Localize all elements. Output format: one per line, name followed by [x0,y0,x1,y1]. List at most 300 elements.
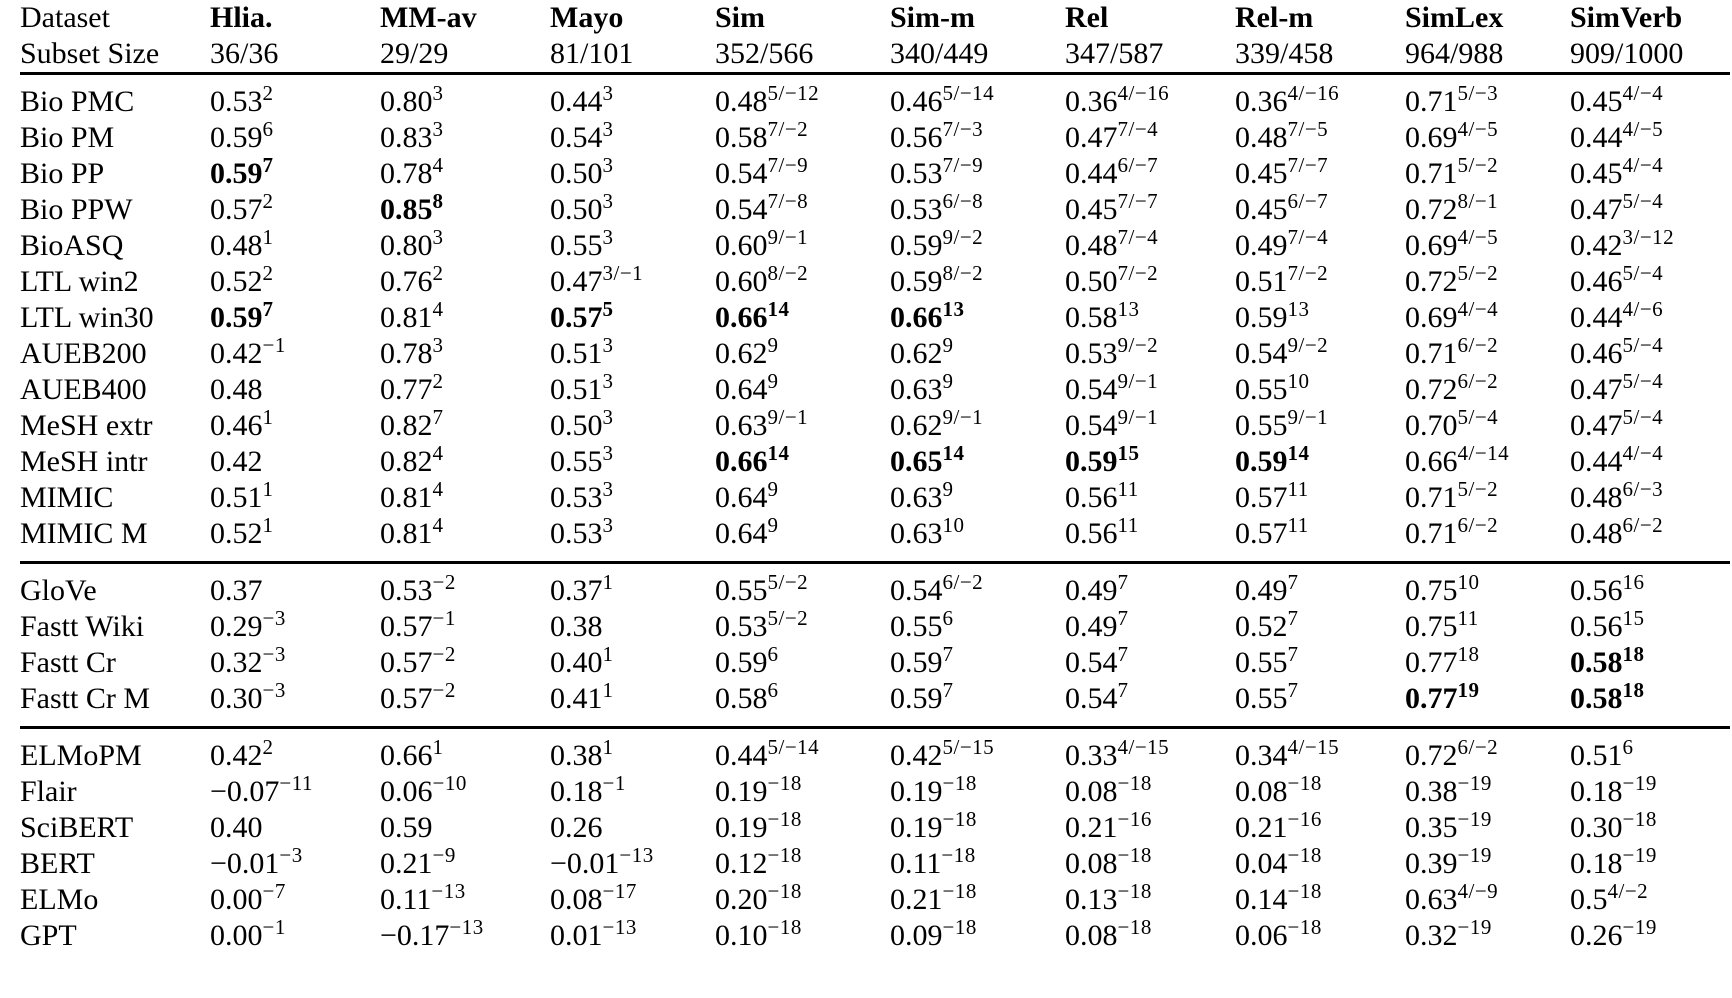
score-cell [210,606,380,645]
score-value: 0.51 [550,373,603,406]
score-value: 0.63 [890,517,943,550]
score-superscript: 7/−8 [767,189,809,213]
score-cell [890,807,1065,846]
results-table [20,0,1730,954]
score-superscript: 13 [1117,297,1140,321]
score-cell [1235,728,1405,775]
score-cell [380,678,550,728]
score-cell [1065,117,1235,156]
score-superscript: 11 [1287,513,1309,537]
table-body [20,74,1730,955]
score-cell [1065,225,1235,264]
score-superscript: −3 [262,606,286,630]
score-cell [715,771,890,810]
score-value: 0.44 [1065,157,1118,190]
score-value: 0.40 [550,646,603,679]
score-value: 0.55 [550,229,603,262]
score-superscript: 16 [1622,570,1645,594]
score-value: 0.59 [890,265,943,298]
score-value: 0.55 [715,574,768,607]
score-cell [380,642,550,681]
score-value: 0.42 [890,739,943,772]
score-superscript: 5/−2 [1457,477,1499,501]
score-cell [1065,642,1235,681]
score-cell [1570,333,1730,372]
score-value: 0.56 [1570,610,1623,643]
score-superscript: 8/−2 [942,261,984,285]
score-cell [1235,297,1405,336]
score-cell [890,879,1065,918]
score-cell [1570,843,1730,882]
score-value: 0.36 [1065,85,1118,118]
score-value: 0.69 [1405,121,1458,154]
score-value: 0.56 [890,121,943,154]
score-value: 0.48 [1065,229,1118,262]
score-cell [715,563,890,610]
score-cell [210,261,380,300]
score-cell [1405,333,1570,372]
row-label: Fastt Wiki [20,610,145,643]
score-superscript: 6 [1622,735,1634,759]
score-value: 0.64 [715,481,768,514]
score-superscript: 13 [942,297,965,321]
score-cell [1235,441,1405,480]
score-value: 0.78 [380,337,433,370]
score-cell [1235,333,1405,372]
score-value: 0.50 [550,193,603,226]
score-cell [550,441,715,480]
score-superscript: 9/−1 [767,405,809,429]
score-cell [715,477,890,516]
score-value: 0.51 [550,337,603,370]
score-cell [1235,563,1405,610]
row-label: BioASQ [20,229,124,262]
score-value: 0.30 [1570,811,1623,844]
score-superscript: −11 [279,771,313,795]
score-value: 0.04 [1235,847,1288,880]
score-value: 0.59 [210,301,263,334]
score-value: 0.59 [1235,445,1288,478]
score-cell [380,153,550,192]
score-value: 0.63 [715,409,768,442]
column-name: Sim-m [890,1,975,34]
score-value: 0.75 [1405,574,1458,607]
score-cell [890,915,1065,954]
score-value: 0.77 [380,373,433,406]
score-value: 0.51 [1235,265,1288,298]
score-cell [1065,405,1235,444]
score-cell [1570,915,1730,954]
column-name: Hlia. [210,1,273,34]
score-cell [380,477,550,516]
score-value: 0.45 [1235,193,1288,226]
score-cell [1235,807,1405,846]
score-value: 0.13 [1065,883,1118,916]
score-superscript: 19 [1457,678,1480,702]
score-cell [380,879,550,918]
score-cell [210,513,380,563]
score-superscript: 10 [942,513,965,537]
row-label: ELMoPM [20,739,142,772]
score-value: 0.18 [1570,847,1623,880]
score-superscript: 7 [1117,570,1129,594]
score-superscript: 7/−2 [1117,261,1159,285]
score-value: 0.20 [715,883,768,916]
score-superscript: −9 [432,843,456,867]
score-superscript: 6/−7 [1117,153,1159,177]
score-superscript: 3 [602,369,614,393]
score-value: 0.63 [890,373,943,406]
score-cell [1235,642,1405,681]
score-value: 0.58 [1570,682,1623,715]
score-cell [210,405,380,444]
score-superscript: −19 [1457,915,1492,939]
score-value: 0.54 [550,121,603,154]
score-value: 0.65 [890,445,943,478]
score-value: 0.64 [715,373,768,406]
score-value: 0.08 [1065,919,1118,952]
score-value: 0.57 [550,301,603,334]
score-cell [550,513,715,563]
score-value: 0.54 [715,157,768,190]
score-cell [210,771,380,810]
score-cell [210,915,380,954]
score-cell [715,189,890,228]
score-cell [1570,261,1730,300]
row-label: Bio PM [20,121,115,154]
column-name: Sim [715,1,766,34]
score-cell [715,261,890,300]
score-superscript: 4/−6 [1622,297,1664,321]
score-value: 0.72 [1405,373,1458,406]
row-label: AUEB400 [20,373,147,406]
score-superscript: 3 [432,117,444,141]
score-superscript: 4/−5 [1457,117,1499,141]
score-cell [210,444,380,480]
table-row [20,444,1730,480]
score-cell [1235,843,1405,882]
score-cell [890,369,1065,408]
score-value: 0.54 [1065,646,1118,679]
score-value: 0.59 [890,229,943,262]
score-value: 0.83 [380,121,433,154]
score-superscript: −13 [431,879,466,903]
score-superscript: −17 [602,879,637,903]
score-value: −0.01 [550,847,620,880]
score-value: 0.47 [1570,373,1623,406]
score-cell [210,642,380,681]
score-cell [1065,843,1235,882]
score-superscript: 6/−2 [1457,735,1499,759]
score-cell [210,372,380,408]
row-label: BERT [20,847,95,880]
score-cell [1405,563,1570,610]
score-value: 0.49 [1065,574,1118,607]
score-value: 0.48 [1235,121,1288,154]
row-label: GloVe [20,574,97,607]
score-cell [380,225,550,264]
score-cell [1405,225,1570,264]
score-value: 0.47 [1570,193,1623,226]
score-superscript: 9 [767,513,779,537]
score-cell [890,513,1065,563]
score-superscript: 3/−12 [1622,225,1675,249]
row-label: MeSH intr [20,445,148,478]
score-superscript: 7 [262,153,274,177]
score-cell [1065,728,1235,775]
subset-size-label: Subset Size [20,37,160,70]
score-value: 0.81 [380,517,433,550]
column-subset-size: 909/1000 [1570,37,1684,70]
score-superscript: −18 [1117,915,1152,939]
corner-header-cell [20,0,210,74]
score-superscript: 2 [262,189,274,213]
score-superscript: 9/−1 [1117,405,1159,429]
score-cell [1405,297,1570,336]
score-cell [890,843,1065,882]
score-cell [1570,771,1730,810]
score-cell [550,915,715,954]
column-name: Mayo [550,1,624,34]
table-row [20,563,1730,610]
score-superscript: 4/−15 [1117,735,1170,759]
score-value: 0.63 [890,481,943,514]
table-row [20,846,1730,882]
row-label: LTL win2 [20,265,139,298]
score-superscript: 3/−1 [602,261,644,285]
score-cell [1065,441,1235,480]
score-cell [1065,563,1235,610]
score-value: 0.57 [380,682,433,715]
score-superscript: 7 [1287,570,1299,594]
table-row [20,74,1730,121]
score-cell [1570,728,1730,775]
score-cell [1235,405,1405,444]
score-cell [380,405,550,444]
score-superscript: 6/−2 [1457,513,1499,537]
score-superscript: 1 [432,735,444,759]
score-superscript: 1 [602,735,614,759]
score-cell [890,297,1065,336]
score-value: 0.54 [1235,337,1288,370]
score-superscript: 5/−3 [1457,81,1499,105]
score-superscript: 4/−4 [1457,297,1499,321]
score-cell [380,606,550,645]
score-cell [380,441,550,480]
score-value: 0.53 [890,157,943,190]
score-cell [890,74,1065,121]
score-cell [1235,261,1405,300]
score-cell [715,915,890,954]
score-cell [550,477,715,516]
score-superscript: 7 [942,642,954,666]
score-cell [1235,477,1405,516]
table-row [20,918,1730,954]
score-superscript: 7 [1117,678,1129,702]
score-cell [1405,117,1570,156]
score-superscript: 4/−9 [1457,879,1499,903]
score-cell [1405,678,1570,728]
score-cell [1235,117,1405,156]
score-cell [1570,297,1730,336]
score-superscript: 5/−14 [767,735,820,759]
score-cell [715,369,890,408]
score-superscript: 6 [767,678,779,702]
score-superscript: 7/−2 [767,117,809,141]
score-cell [890,441,1065,480]
score-value: 0.38 [550,739,603,772]
score-value: 0.00 [210,919,263,952]
column-subset-size: 347/587 [1065,37,1164,70]
score-superscript: −18 [1287,915,1322,939]
score-superscript: −18 [767,843,802,867]
score-superscript: −18 [1622,807,1657,831]
score-cell [1405,74,1570,121]
score-value: 0.54 [715,193,768,226]
score-value: 0.66 [715,301,768,334]
score-value: 0.69 [1405,229,1458,262]
score-superscript: 2 [262,735,274,759]
table-row [20,645,1730,681]
score-superscript: −18 [942,879,977,903]
score-superscript: −3 [262,642,286,666]
score-cell [380,117,550,156]
score-superscript: 7/−4 [1117,225,1159,249]
score-cell [1570,225,1730,264]
score-superscript: 4 [432,153,444,177]
table-row [20,882,1730,918]
score-superscript: 9/−1 [1287,405,1329,429]
score-value: 0.54 [1065,682,1118,715]
table-row [20,728,1730,775]
score-value: 0.45 [1235,157,1288,190]
score-superscript: 6/−8 [942,189,984,213]
score-value: 0.57 [380,646,433,679]
score-value: 0.80 [380,85,433,118]
score-value: 0.19 [890,811,943,844]
score-value: 0.5 [1570,883,1608,916]
score-value: 0.48 [1570,517,1623,550]
table-row [20,810,1730,846]
score-cell [1065,606,1235,645]
table-row [20,120,1730,156]
score-superscript: −18 [1287,771,1322,795]
score-superscript: −19 [1457,807,1492,831]
score-cell [1405,606,1570,645]
score-value: 0.26 [550,811,603,844]
score-cell [380,189,550,228]
score-cell [1065,513,1235,563]
score-value: 0.49 [1235,229,1288,262]
score-value: 0.72 [1405,265,1458,298]
score-value: 0.18 [550,775,603,808]
score-cell [210,477,380,516]
score-superscript: 4/−15 [1287,735,1340,759]
score-value: 0.46 [890,85,943,118]
score-value: 0.42 [210,337,263,370]
score-value: 0.62 [715,337,768,370]
column-header [715,0,890,74]
row-label: Bio PMC [20,85,135,118]
score-superscript: 2 [262,81,274,105]
score-value: 0.71 [1405,337,1458,370]
score-value: 0.42 [210,739,263,772]
score-superscript: 10 [1287,369,1310,393]
score-value: 0.54 [1065,373,1118,406]
score-value: 0.46 [210,409,263,442]
score-cell [1405,513,1570,563]
row-label: Flair [20,775,77,808]
score-value: 0.11 [890,847,942,880]
score-value: 0.59 [715,646,768,679]
score-superscript: 3 [602,189,614,213]
score-value: 0.70 [1405,409,1458,442]
row-label: GPT [20,919,77,952]
score-cell [550,810,715,846]
score-cell [715,728,890,775]
score-cell [210,810,380,846]
score-superscript: −18 [767,915,802,939]
score-cell [380,297,550,336]
score-value: 0.42 [210,445,263,478]
score-cell [380,369,550,408]
score-value: 0.55 [550,445,603,478]
score-superscript: 7 [1287,678,1299,702]
score-superscript: −2 [432,678,456,702]
score-cell [1570,513,1730,563]
score-value: 0.30 [210,682,263,715]
score-superscript: 9/−1 [767,225,809,249]
score-value: 0.55 [1235,682,1288,715]
score-superscript: −13 [602,915,637,939]
score-superscript: 9/−2 [1287,333,1329,357]
score-value: 0.40 [210,811,263,844]
score-superscript: −18 [767,879,802,903]
score-value: 0.57 [1235,517,1288,550]
score-value: 0.59 [380,811,433,844]
column-subset-size: 340/449 [890,37,989,70]
score-cell [550,563,715,610]
score-superscript: 5/−4 [1622,405,1664,429]
score-value: 0.55 [890,610,943,643]
score-value: 0.78 [380,157,433,190]
score-superscript: 7/−3 [942,117,984,141]
score-superscript: 7 [1287,642,1299,666]
score-superscript: 9 [942,477,954,501]
score-cell [1065,369,1235,408]
score-value: 0.45 [1570,85,1623,118]
score-superscript: 4/−14 [1457,441,1510,465]
score-cell [1570,153,1730,192]
score-superscript: 3 [602,513,614,537]
score-cell [715,441,890,480]
score-value: 0.72 [1405,193,1458,226]
score-cell [1570,606,1730,645]
score-superscript: 5/−4 [1622,189,1664,213]
score-cell [715,405,890,444]
score-value: 0.55 [1235,373,1288,406]
score-cell [1235,369,1405,408]
score-value: 0.71 [1405,157,1458,190]
score-value: 0.59 [1235,301,1288,334]
score-value: 0.26 [1570,919,1623,952]
score-value: 0.06 [1235,919,1288,952]
score-superscript: 5/−2 [1457,261,1499,285]
score-value: 0.76 [380,265,433,298]
score-value: 0.58 [715,121,768,154]
score-superscript: 11 [1117,513,1139,537]
score-cell [380,771,550,810]
